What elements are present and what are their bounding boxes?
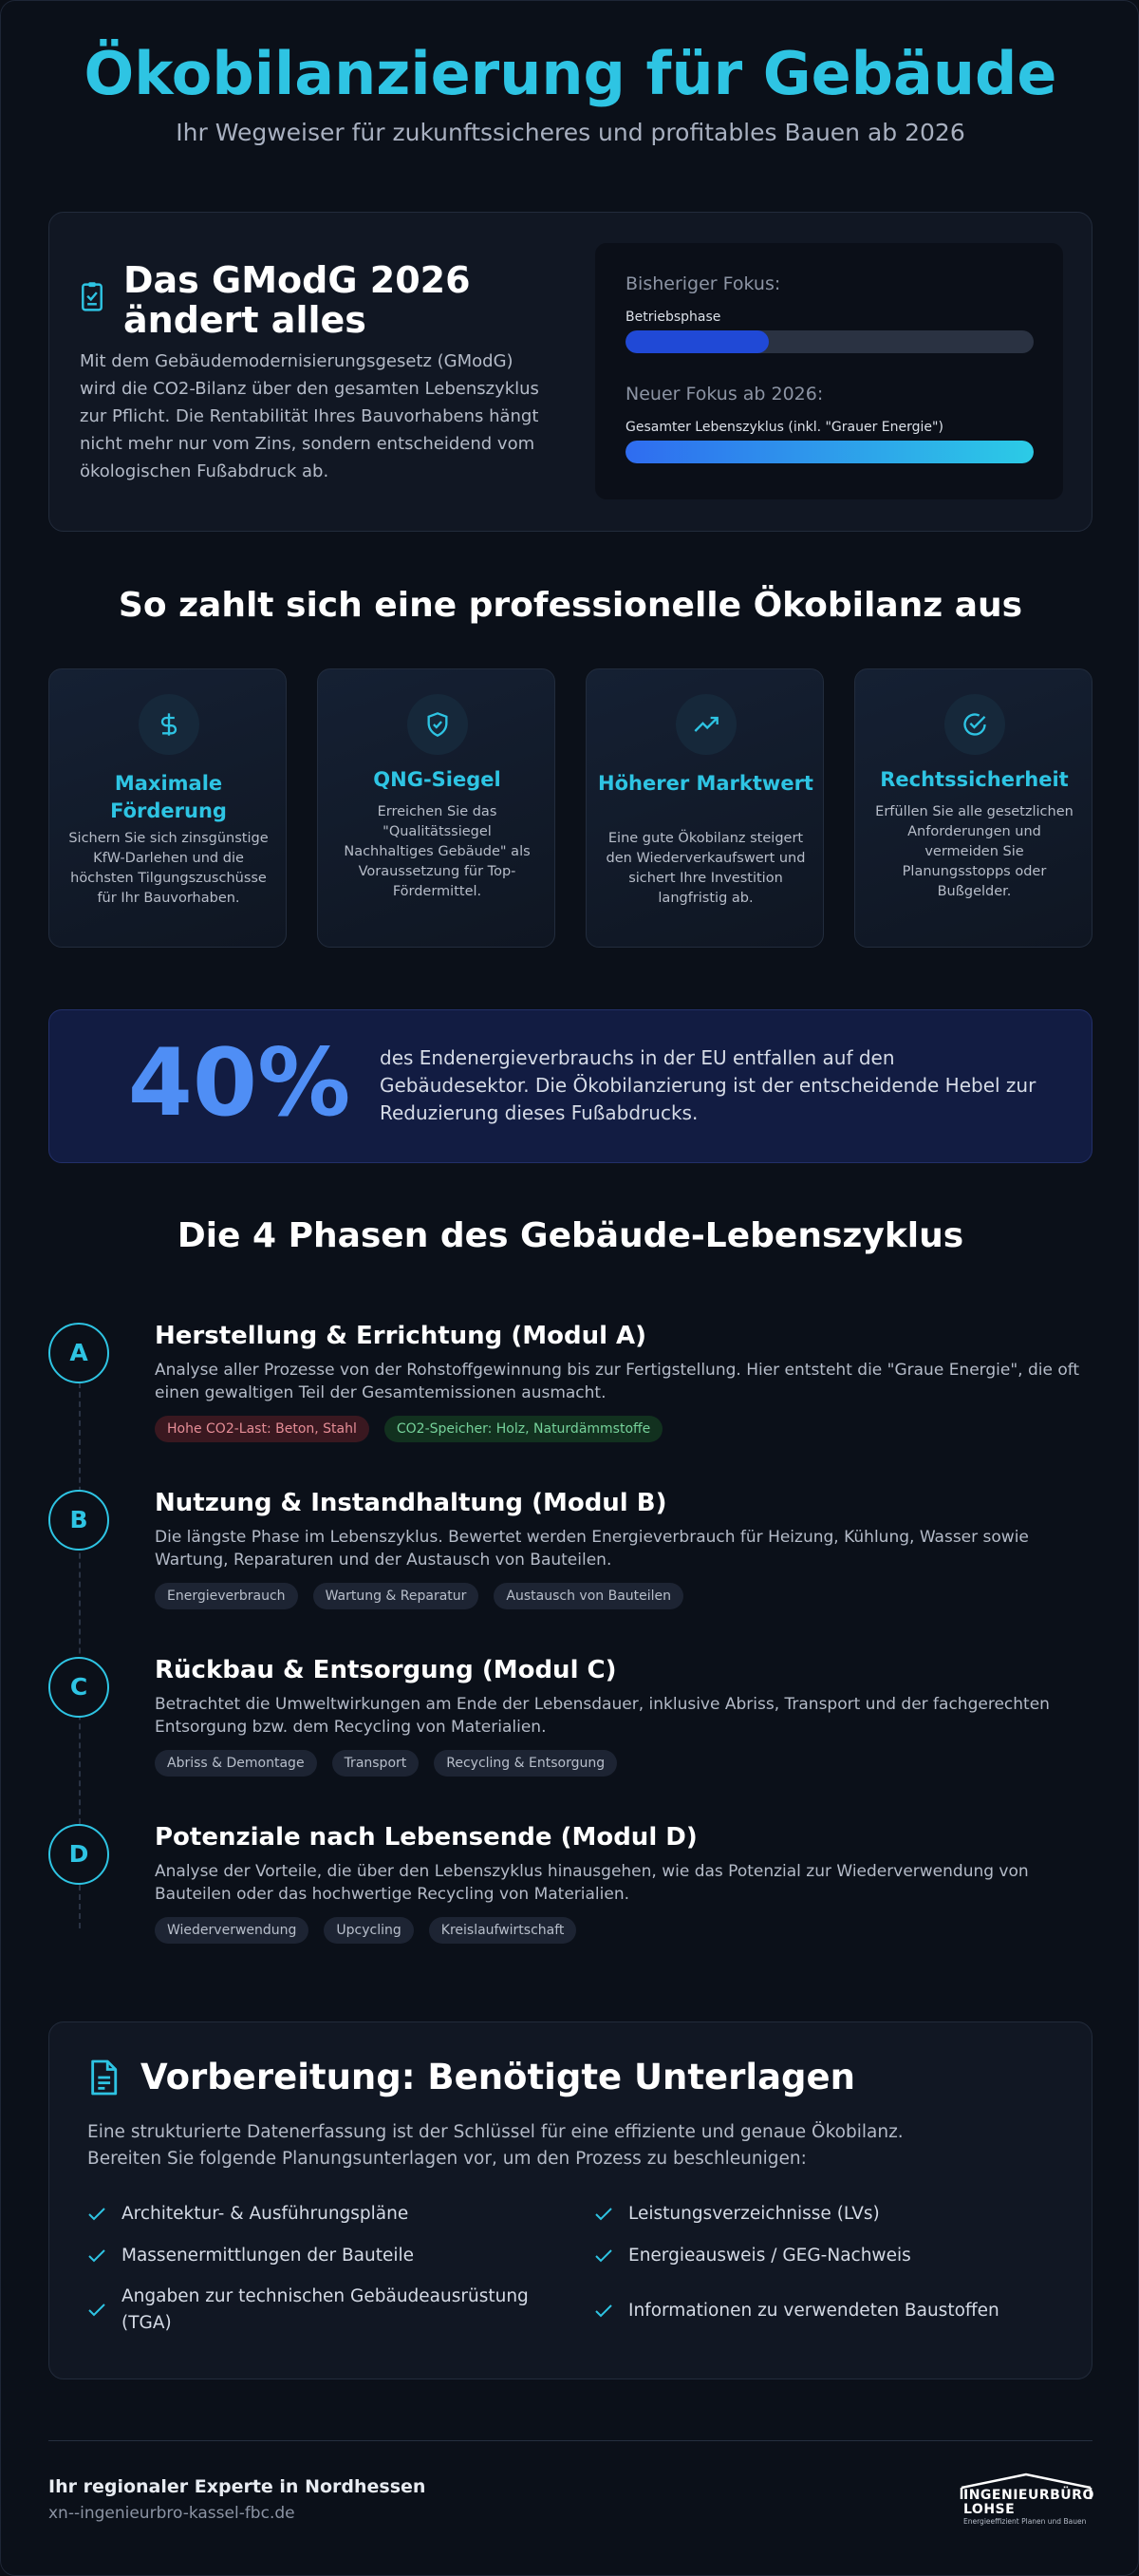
doc-item: Massenermittlungen der Bauteile (87, 2243, 543, 2269)
phase-tags (155, 1917, 1092, 1944)
footer-website-link[interactable]: xn--ingenieurbro-kassel-fbc.de (48, 2504, 295, 2523)
stat-text: des Endenergieverbrauchs in der EU entfallen auf den Gebäudesektor. Die Ökobilanzierung ist der entscheidende Hebel zur Reduzierung dieses Fußabdrucks. (380, 1046, 1036, 1124)
docs-intro-line1: Eine strukturierte Datenerfassung ist der Schlüssel für eine effiziente und genaue Ökobilanz. (87, 2122, 904, 2142)
phase-tag: Kreislaufwirtschaft (429, 1917, 577, 1944)
footer-divider (48, 2440, 1092, 2441)
benefit-text: Eine gute Ökobilanz steigert den Wiederverkaufswert und sichert Ihre Investition langfristig ab. (606, 831, 806, 906)
dollar-icon (156, 711, 182, 738)
doc-item: Angaben zur technischen Gebäudeausrüstung (TGA) (87, 2284, 562, 2337)
logo-tagline: Energieeffizient Planen und Bauen (963, 2517, 1087, 2526)
phase-tag: Transport (332, 1750, 420, 1777)
logo-line2: LOHSE (963, 2502, 1016, 2517)
benefit-card-qng (317, 668, 555, 948)
benefit-title: Höherer Marktwert (598, 772, 813, 795)
phase-badge: C (48, 1657, 109, 1718)
phase-title: Rückbau & Entsorgung (Modul C) (155, 1656, 617, 1684)
check-icon (87, 2248, 106, 2264)
phase-badge: A (48, 1323, 109, 1383)
phase-tag: Hohe CO2-Last: Beton, Stahl (155, 1416, 369, 1442)
trend-up-icon (693, 711, 719, 738)
phase-tags (155, 1583, 1092, 1609)
check-icon (594, 2248, 613, 2264)
gmodg-card (48, 212, 1092, 532)
logo-line1: INGENIEURBÜRO (963, 2488, 1094, 2503)
phase-tag: Abriss & Demontage (155, 1750, 317, 1777)
page-title: Ökobilanzierung für Gebäude (84, 39, 1057, 108)
phase-tag: Austausch von Bauteilen (494, 1583, 683, 1609)
benefit-text: Sichern Sie sich zinsgünstige KfW-Darlehen und die höchsten Tilgungszuschüsse für Ihr Bauvorhaben. (68, 831, 269, 906)
benefit-title: Rechtssicherheit (880, 768, 1069, 791)
file-text-icon (87, 2059, 120, 2097)
docs-intro-line2: Bereiten Sie folgende Planungsunterlagen vor, um den Prozess zu beschleunigen: (87, 2149, 807, 2169)
phase-text: Analyse aller Prozesse von der Rohstoffgewinnung bis zur Fertigstellung. Hier entsteht die "Graue Energie", die oft einen gewaltigen Teil der Gesamtemissionen ausmacht. (155, 1361, 1080, 1402)
phase-tags (155, 1416, 1092, 1442)
gmodg-text: Mit dem Gebäudemodernisierungsgesetz (GModG) wird die CO2-Bilanz über den gesamten Lebenszyklus zur Pflicht. Die Rentabilität Ihres Bauvorhabens hängt nicht mehr nur vom Zins, sondern entscheidend vom ökologischen Fußabdruck ab. (80, 351, 539, 481)
check-icon (87, 2207, 106, 2222)
old-focus-label: Bisheriger Fokus: (626, 273, 781, 294)
phase-tag: Recycling & Entsorgung (434, 1750, 617, 1777)
new-focus-label: Neuer Fokus ab 2026: (626, 384, 824, 404)
phase-badge: D (48, 1824, 109, 1885)
benefits-section-title: So zahlt sich eine professionelle Ökobilanz aus (118, 586, 1023, 625)
new-focus-bar-fill (626, 441, 1034, 463)
doc-item: Architektur- & Ausführungspläne (87, 2201, 543, 2228)
benefit-title: QNG-Siegel (373, 768, 501, 791)
benefit-card-foerderung (48, 668, 287, 948)
gmodg-title: Das GModG 2026 ändert alles (123, 259, 471, 341)
doc-item: Leistungsverzeichnisse (LVs) (594, 2201, 1050, 2228)
benefit-text: Erfüllen Sie alle gesetzlichen Anforderungen und vermeiden Sie Planungsstopps oder Bußgelder. (875, 804, 1074, 899)
phase-text: Die längste Phase im Lebenszyklus. Bewertet werden Energieverbrauch für Heizung, Kühlung, Wasser sowie Wartung, Reparaturen und der Austausch von Bauteilen. (155, 1528, 1029, 1570)
check-icon (87, 2303, 106, 2318)
old-focus-bar-fill (626, 330, 769, 353)
phase-tag: Wartung & Reparatur (313, 1583, 479, 1609)
docs-intro (87, 2119, 1055, 2172)
old-focus-bar-label: Betriebsphase (626, 310, 721, 325)
phase-tag: Energieverbrauch (155, 1583, 298, 1609)
phase-tag: Wiederverwendung (155, 1917, 308, 1944)
phase-title: Herstellung & Errichtung (Modul A) (155, 1322, 647, 1350)
phase-badge: B (48, 1490, 109, 1551)
doc-item: Informationen zu verwendeten Baustoffen (594, 2298, 1050, 2324)
phase-tag: CO2-Speicher: Holz, Naturdämmstoffe (384, 1416, 663, 1442)
benefit-text: Erreichen Sie das "Qualitätssiegel Nachhaltiges Gebäude" als Voraussetzung für Top-Fördermittel. (344, 804, 531, 899)
stat-card (48, 1009, 1092, 1163)
phases-section-title: Die 4 Phasen des Gebäude-Lebenszyklus (177, 1216, 964, 1255)
phase-title: Potenziale nach Lebensende (Modul D) (155, 1823, 698, 1852)
phase-text: Betrachtet die Umweltwirkungen am Ende der Lebensdauer, inklusive Abriss, Transport und der fachgerechten Entsorgung bzw. dem Recycling von Materialien. (155, 1695, 1050, 1737)
doc-item: Energieausweis / GEG-Nachweis (594, 2243, 1050, 2269)
focus-comparison-panel (595, 243, 1063, 499)
benefit-card-rechtssicherheit (854, 668, 1092, 948)
phase-tag: Upcycling (324, 1917, 413, 1944)
page-subtitle: Ihr Wegweiser für zukunftssicheres und profitables Bauen ab 2026 (176, 119, 965, 146)
phase-tags (155, 1750, 1092, 1777)
check-circle-icon (962, 711, 988, 738)
phase-text: Analyse der Vorteile, die über den Lebenszyklus hinausgehen, wie das Potenzial zur Wiederverwendung von Bauteilen oder das hochwertige Recycling von Materialien. (155, 1862, 1029, 1904)
company-logo (960, 2473, 1092, 2529)
phase-title: Nutzung & Instandhaltung (Modul B) (155, 1489, 667, 1517)
shield-check-icon (424, 711, 451, 738)
new-focus-bar-label: Gesamter Lebenszyklus (inkl. "Grauer Energie") (626, 420, 943, 435)
document-icon (78, 281, 106, 313)
new-focus-bar (626, 441, 1034, 463)
benefit-title: Maximale Förderung (110, 772, 227, 822)
stat-value: 40% (127, 1029, 351, 1138)
check-icon (594, 2303, 613, 2319)
docs-card (48, 2021, 1092, 2379)
footer-heading: Ihr regionaler Experte in Nordhessen (48, 2476, 426, 2497)
benefit-card-marktwert (586, 668, 824, 948)
check-icon (594, 2207, 613, 2222)
old-focus-bar (626, 330, 1034, 353)
docs-title: Vorbereitung: Benötigte Unterlagen (140, 2057, 855, 2097)
